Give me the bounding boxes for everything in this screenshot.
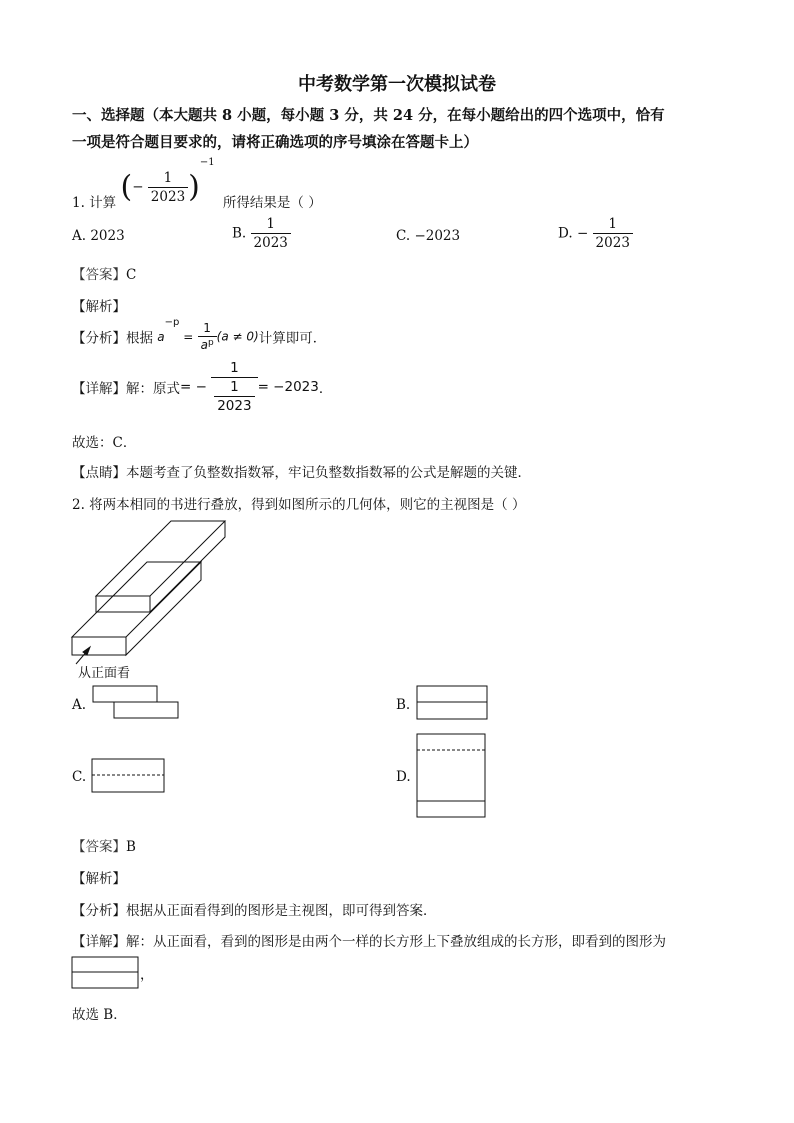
q1-fenxi-eq: = <box>183 329 194 344</box>
q1-dianjing-tag: 【点睛】 <box>72 465 126 481</box>
q1-option-d-label: D. <box>558 225 573 242</box>
q1-analysis-tag: 【解析】 <box>72 299 126 315</box>
q2-analysis-tag: 【解析】 <box>72 871 126 887</box>
view-direction-label: 从正面看 <box>78 666 131 681</box>
q2-answer-value: B <box>126 839 136 855</box>
question-1-prefix: 1. 计算 <box>72 195 117 211</box>
q1-fenxi-cond: (a ≠ 0) <box>216 329 259 344</box>
q1-option-b-label: B. <box>232 225 247 242</box>
left-paren: ( <box>120 169 133 205</box>
q2-answer-tag: 【答案】 <box>72 839 126 855</box>
q2-comma: ， <box>140 967 154 983</box>
q1-xiangjie-inner-den: 2023 <box>214 396 254 414</box>
q1-option-c-value: −2023 <box>414 228 461 244</box>
q2-option-d-label: D. <box>396 769 411 785</box>
q1-minus: − <box>132 179 144 195</box>
q1-fenxi-den-exp: p <box>207 338 214 348</box>
q1-guxuan: 故选：C． <box>72 435 137 451</box>
question-1-suffix: 所得结果是（ ） <box>222 195 322 211</box>
section-heading-line2: 一项是符合题目要求的，请将正确选项的序号填涂在答题卡上） <box>72 134 478 151</box>
q1-fenxi-num: 1 <box>203 321 211 335</box>
q1-option-d-minus: − <box>576 225 589 242</box>
q1-option-b-num: 1 <box>266 216 275 232</box>
q1-answer-value: C <box>126 267 137 283</box>
q1-option-d-den: 2023 <box>593 233 633 251</box>
q1-fenxi-base: a <box>157 329 165 344</box>
q1-option-c-label: C. <box>396 228 411 244</box>
question-2-stem: 2. 将两本相同的书进行叠放，得到如图所示的几何体，则它的主视图是（ ） <box>72 497 526 513</box>
q1-xiangjie-num: 1 <box>230 360 239 376</box>
q1-xiangjie-end: ． <box>318 381 333 397</box>
q1-option-b-den: 2023 <box>251 233 291 251</box>
q1-fenxi-post: 计算即可． <box>258 330 327 347</box>
q1-dianjing-text: 本题考查了负整数指数幂，牢记负整数指数幂的公式是解题的关键． <box>126 465 531 481</box>
q1-numerator: 1 <box>163 169 173 186</box>
q1-fenxi-pre: 根据 <box>126 330 153 347</box>
q1-option-a-value: 2023 <box>90 228 125 244</box>
q2-guxuan: 故选 B． <box>72 1007 127 1023</box>
section-heading-line1: 一、选择题（本大题共 8 小题，每小题 3 分，共 24 分，在每小题给出的四个选项中，恰有 <box>72 107 665 124</box>
q1-fenxi-den-base: a <box>200 338 208 352</box>
q1-exponent: −1 <box>199 157 215 168</box>
q2-option-c-label: C. <box>72 769 87 785</box>
q1-xiangjie-tag: 【详解】 <box>72 381 126 397</box>
q2-xiangjie-tag: 【详解】 <box>72 934 126 950</box>
page-title: 中考数学第一次模拟试卷 <box>298 74 496 95</box>
q1-xiangjie-eq: = − <box>180 379 207 395</box>
q1-option-a-label: A. <box>72 228 87 244</box>
q1-denominator: 2023 <box>148 187 188 205</box>
q2-fenxi-tag: 【分析】 <box>72 903 126 919</box>
q2-xiangjie-text: 解：从正面看，看到的图形是由两个一样的长方形上下叠放组成的长方形，即看到的图形为 <box>126 934 666 950</box>
q1-option-d-num: 1 <box>608 216 618 232</box>
q1-fenxi-exp: −p <box>164 316 180 328</box>
q1-xiangjie-pre: 解：原式 <box>126 381 180 397</box>
q2-option-b-label: B. <box>396 697 411 713</box>
q1-xiangjie-result: = −2023 <box>257 379 319 395</box>
q1-answer-tag: 【答案】 <box>72 267 126 283</box>
q2-fenxi-text: 根据从正面看得到的图形是主视图，即可得到答案． <box>126 903 437 919</box>
q1-fenxi-tag: 【分析】 <box>72 330 126 347</box>
q2-option-a-label: A. <box>72 697 87 713</box>
right-paren: ) <box>188 169 200 205</box>
q1-xiangjie-inner-num: 1 <box>230 379 239 395</box>
